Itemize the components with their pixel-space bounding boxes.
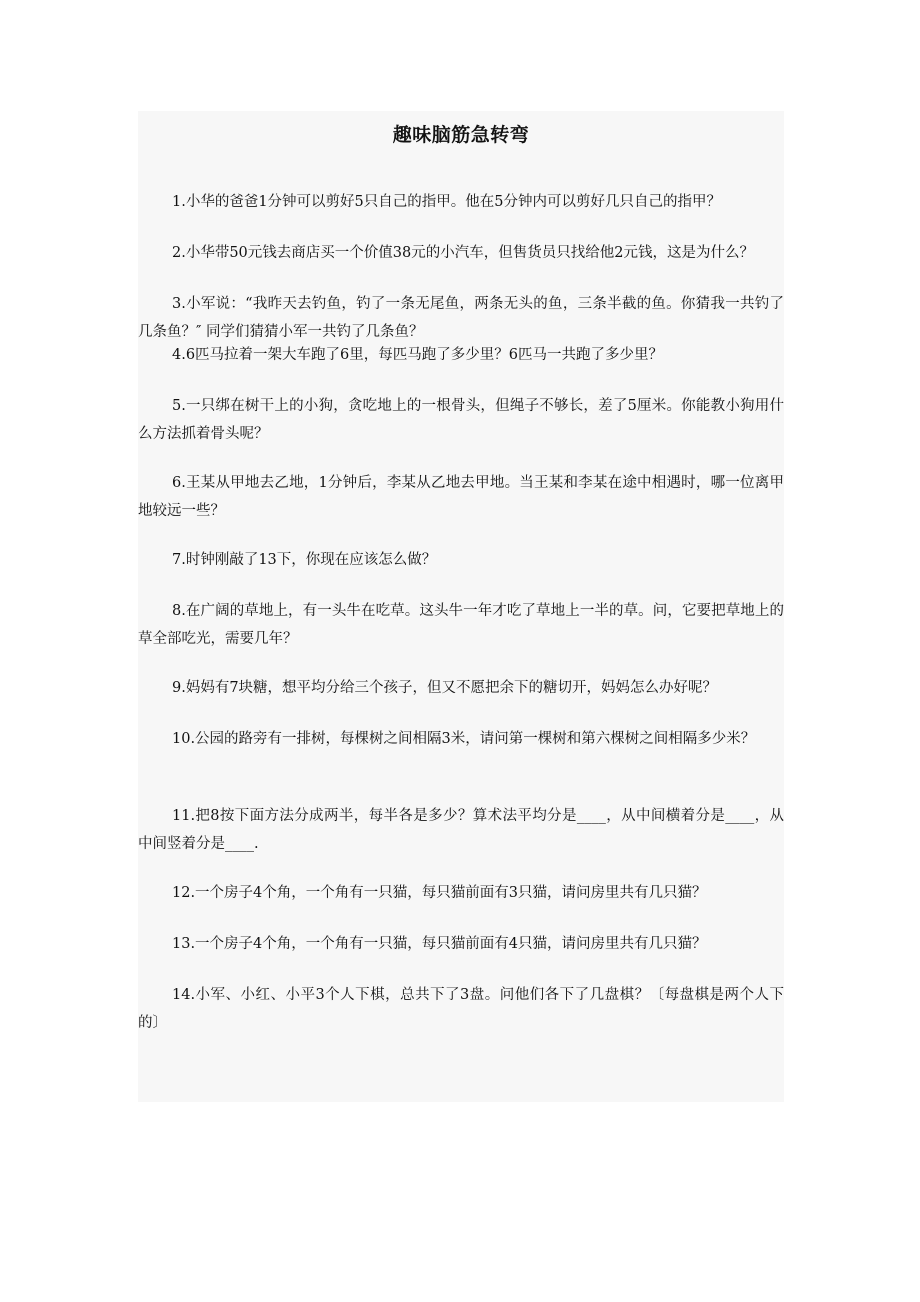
question-2: 2.小华带50元钱去商店买一个价值38元的小汽车，但售货员只找给他2元钱，这是为什么？ — [172, 245, 754, 261]
question-6: 6.王某从甲地去乙地，1分钟后，李某从乙地去甲地。当王某和李某在途中相遇时，哪一位离甲地较远一些？ — [138, 475, 784, 519]
question-14: 14.小军、小红、小平3个人下棋，总共下了3盘。问他们各下了几盘棋？〔每盘棋是两个人下的〕 — [138, 987, 784, 1031]
question-12: 12.一个房子4个角，一个角有一只猫，每只猫前面有3只猫，请问房里共有几只猫？ — [172, 885, 707, 901]
question-10: 10.公园的路旁有一排树，每棵树之间相隔3米，请问第一棵树和第六棵树之间相隔多少米？ — [172, 731, 756, 747]
question-11: 11.把8按下面方法分成两半，每半各是多少？算术法平均分是____，从中间横着分是____，从中间竖着分是____. — [138, 808, 784, 852]
question-4: 4.6匹马拉着一架大车跑了6里，每匹马跑了多少里？6匹马一共跑了多少里？ — [172, 347, 664, 363]
question-7: 7.时钟刚敲了13下，你现在应该怎么做？ — [172, 552, 437, 568]
question-8: 8.在广阔的草地上，有一头牛在吃草。这头牛一年才吃了草地上一半的草。问，它要把草地上的草全部吃光，需要几年？ — [138, 603, 784, 647]
question-9: 9.妈妈有7块糖，想平均分给三个孩子，但又不愿把余下的糖切开，妈妈怎么办好呢？ — [172, 680, 718, 696]
question-5: 5.一只绑在树干上的小狗，贪吃地上的一根骨头，但绳子不够长，差了5厘米。你能教小狗用什么方法抓着骨头呢？ — [138, 398, 784, 442]
question-13: 13.一个房子4个角，一个角有一只猫，每只猫前面有4只猫，请问房里共有几只猫？ — [172, 936, 707, 952]
question-1: 1.小华的爸爸1分钟可以剪好5只自己的指甲。他在5分钟内可以剪好几只自己的指甲？ — [172, 194, 722, 210]
document-title: 趣味脑筋急转弯 — [392, 124, 530, 146]
document-page — [138, 111, 784, 1102]
question-3: 3.小军说：“我昨天去钓鱼，钓了一条无尾鱼，两条无头的鱼，三条半截的鱼。你猜我一共钓了几条鱼？″ 同学们猜猜小军一共钓了几条鱼？ — [138, 296, 784, 340]
question-list — [138, 188, 784, 1037]
